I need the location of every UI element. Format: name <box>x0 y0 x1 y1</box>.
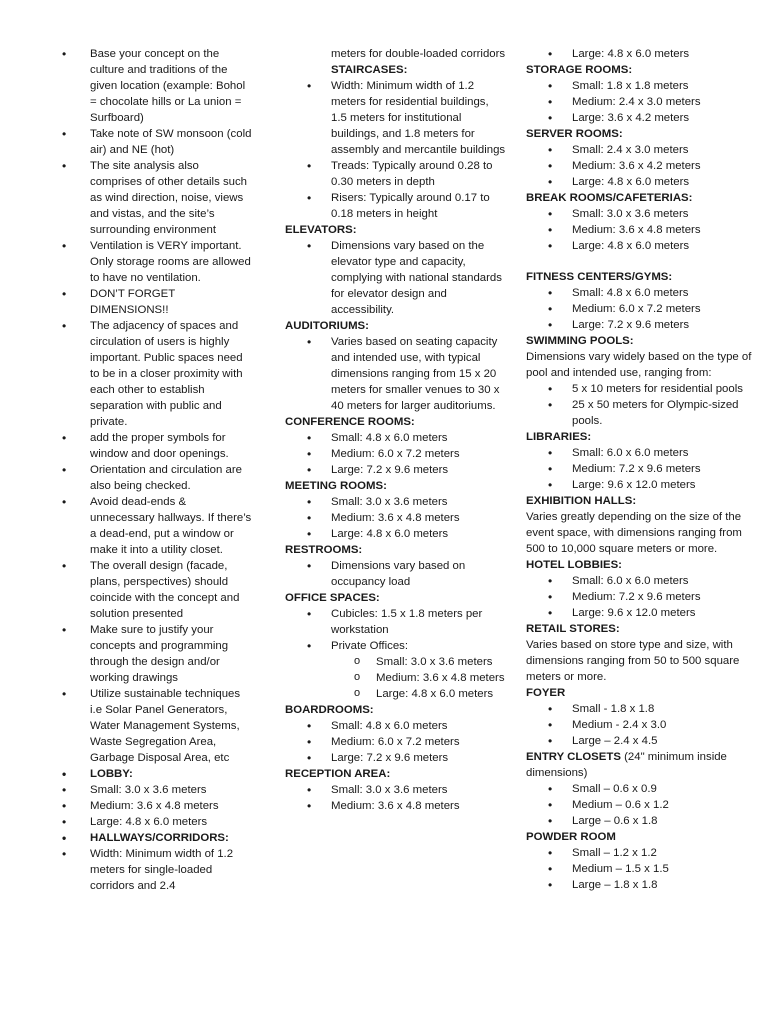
bullet-item: • Dimensions vary based on the elevator type and capacity, complying with national standards for elevator design and accessibility. <box>285 238 507 318</box>
bullet-item: • Large: 4.8 x 6.0 meters <box>526 46 752 62</box>
section-heading: LIBRARIES: <box>526 431 592 443</box>
bullet-item: • Medium: 3.6 x 4.8 meters <box>62 798 252 814</box>
bullet-item: • Orientation and circulation are also being checked. <box>62 462 252 494</box>
bullet-item: • Base your concept on the culture and traditions of the given location (example: Bohol = chocolate hills or La union = Surfboard) <box>62 46 252 126</box>
bullet-item: • Cubicles: 1.5 x 1.8 meters per workstation <box>285 606 507 638</box>
section-heading: RETAIL STORES: <box>526 623 620 635</box>
bullet-item: • Small: 3.0 x 3.6 meters <box>62 782 252 798</box>
column-3 <box>526 46 752 893</box>
bullet-item: • Avoid dead-ends & unnecessary hallways. If there’s a dead-end, put a window or make it into a utility closet. <box>62 494 252 558</box>
bullet-item: • Medium: 7.2 x 9.6 meters <box>526 461 752 477</box>
section-heading <box>526 749 752 765</box>
bullet-item: • The adjacency of spaces and circulation of users is highly important. Public spaces need to be in a closer proximity with each other to establish separation with public and private. <box>62 318 252 430</box>
bullet-item: • Medium: 3.6 x 4.8 meters <box>526 222 752 238</box>
bullet-item: • Medium: 7.2 x 9.6 meters <box>526 589 752 605</box>
bullet-item: • Treads: Typically around 0.28 to 0.30 meters in depth <box>285 158 507 190</box>
bullet-item: • Small – 0.6 x 0.9 <box>526 781 752 797</box>
section-heading: SWIMMING POOLS: <box>526 335 634 347</box>
bullet-heading: • LOBBY: <box>62 766 252 782</box>
bullet-item: • Make sure to justify your concepts and programming through the design and/or working drawings <box>62 622 252 686</box>
bullet-item: • Width: Minimum width of 1.2 meters for residential buildings, 1.5 meters for institutional buildings, and 1.8 meters for assembly and mercantile buildings <box>285 78 507 158</box>
bullet-item: • Small: 3.0 x 3.6 meters <box>526 206 752 222</box>
section-heading: BREAK ROOMS/CAFETERIAS: <box>526 192 693 204</box>
bullet-item: • The overall design (facade, plans, perspectives) should coincide with the concept and solution presented <box>62 558 252 622</box>
bullet-item: • Ventilation is VERY important. Only storage rooms are allowed to have no ventilation. <box>62 238 252 286</box>
section-heading: SERVER ROOMS: <box>526 128 623 140</box>
section-heading: ELEVATORS: <box>285 224 357 236</box>
sub-bullet-item: o Medium: 3.6 x 4.8 meters <box>285 670 507 686</box>
bullet-item: • Large – 1.8 x 1.8 <box>526 877 752 893</box>
bullet-item: • Medium - 2.4 x 3.0 <box>526 717 752 733</box>
bullet-item: • Small: 4.8 x 6.0 meters <box>285 718 507 734</box>
sub-bullet-item: o Large: 4.8 x 6.0 meters <box>285 686 507 702</box>
section-heading: STAIRCASES: <box>331 64 408 76</box>
bullet-item: • Width: Minimum width of 1.2 meters for single-loaded corridors and 2.4 <box>62 846 252 894</box>
paragraph: Varies greatly depending on the size of the event space, with dimensions ranging from 500 to 10,000 square meters or more. <box>526 511 742 555</box>
bullet-item: • Large: 7.2 x 9.6 meters <box>285 462 507 478</box>
section-heading: RESTROOMS: <box>285 544 363 556</box>
bullet-item: • Small: 4.8 x 6.0 meters <box>285 430 507 446</box>
heading-note: (24" minimum inside <box>620 751 727 763</box>
section-heading: FOYER <box>526 687 566 699</box>
section-heading: POWDER ROOM <box>526 831 616 843</box>
bullet-item: • Utilize sustainable techniques i.e Solar Panel Generators, Water Management Systems, Waste Segregation Area, Garbage Disposal Area, etc <box>62 686 252 766</box>
bullet-item: • 25 x 50 meters for Olympic-sized pools. <box>526 397 752 429</box>
paragraph: dimensions) <box>526 767 588 779</box>
bullet-item: • Medium: 6.0 x 7.2 meters <box>526 301 752 317</box>
bullet-item: • Large: 9.6 x 12.0 meters <box>526 477 752 493</box>
bullet-item: • add the proper symbols for window and door openings. <box>62 430 252 462</box>
bullet-item: • 5 x 10 meters for residential pools <box>526 381 752 397</box>
section-heading: AUDITORIUMS: <box>285 320 369 332</box>
bullet-item: • Small – 1.2 x 1.2 <box>526 845 752 861</box>
section-heading: STORAGE ROOMS: <box>526 64 633 76</box>
bullet-item: • Medium: 6.0 x 7.2 meters <box>285 446 507 462</box>
bullet-item: • Small: 6.0 x 6.0 meters <box>526 445 752 461</box>
paragraph: Dimensions vary widely based on the type of pool and intended use, ranging from: <box>526 351 752 379</box>
section-heading: FITNESS CENTERS/GYMS: <box>526 271 673 283</box>
bullet-item: • Medium: 3.6 x 4.8 meters <box>285 798 507 814</box>
bullet-item: • Large: 7.2 x 9.6 meters <box>285 750 507 766</box>
bullet-item: • Small: 1.8 x 1.8 meters <box>526 78 752 94</box>
bullet-heading: • HALLWAYS/CORRIDORS: <box>62 830 252 846</box>
bullet-item: • Large: 3.6 x 4.2 meters <box>526 110 752 126</box>
bullet-item: • DON’T FORGET DIMENSIONS!! <box>62 286 252 318</box>
section-heading: EXHIBITION HALLS: <box>526 495 637 507</box>
bullet-item: • Large: 4.8 x 6.0 meters <box>62 814 252 830</box>
section-heading: BOARDROOMS: <box>285 704 374 716</box>
bullet-item: • Small: 6.0 x 6.0 meters <box>526 573 752 589</box>
bullet-item: • Small: 3.0 x 3.6 meters <box>285 782 507 798</box>
bullet-item: • Varies based on seating capacity and intended use, with typical dimensions ranging from 15 x 20 meters for smaller venues to 30 x 40 meters for larger auditoriums. <box>285 334 507 414</box>
column-1 <box>62 46 252 894</box>
bullet-item: • Small: 4.8 x 6.0 meters <box>526 285 752 301</box>
section-heading: MEETING ROOMS: <box>285 480 387 492</box>
section-heading: RECEPTION AREA: <box>285 768 391 780</box>
bullet-item: • Medium: 2.4 x 3.0 meters <box>526 94 752 110</box>
paragraph: Varies based on store type and size, with dimensions ranging from 50 to 500 square meters or more. <box>526 639 740 683</box>
section-heading: HOTEL LOBBIES: <box>526 559 622 571</box>
section-heading: OFFICE SPACES: <box>285 592 380 604</box>
bullet-item: • Risers: Typically around 0.17 to 0.18 meters in height <box>285 190 507 222</box>
column-2 <box>285 46 507 814</box>
bullet-item: • Medium: 3.6 x 4.8 meters <box>285 510 507 526</box>
bullet-item: • Medium: 3.6 x 4.2 meters <box>526 158 752 174</box>
bullet-item: • Small - 1.8 x 1.8 <box>526 701 752 717</box>
bullet-item: • Medium – 1.5 x 1.5 <box>526 861 752 877</box>
bullet-item: • Medium – 0.6 x 1.2 <box>526 797 752 813</box>
bullet-item: • Large: 7.2 x 9.6 meters <box>526 317 752 333</box>
bullet-item: • Large – 0.6 x 1.8 <box>526 813 752 829</box>
bullet-item: • Large: 9.6 x 12.0 meters <box>526 605 752 621</box>
bullet-item: • Take note of SW monsoon (cold air) and NE (hot) <box>62 126 252 158</box>
sub-bullet-item: o Small: 3.0 x 3.6 meters <box>285 654 507 670</box>
bullet-item: • Small: 2.4 x 3.0 meters <box>526 142 752 158</box>
bullet-item: • Private Offices: <box>285 638 507 654</box>
section-heading: CONFERENCE ROOMS: <box>285 416 415 428</box>
bullet-item: • Large: 4.8 x 6.0 meters <box>285 526 507 542</box>
bullet-item: • Large: 4.8 x 6.0 meters <box>526 238 752 254</box>
bullet-item: • Large – 2.4 x 4.5 <box>526 733 752 749</box>
spacer <box>526 254 752 269</box>
bullet-item: • Large: 4.8 x 6.0 meters <box>526 174 752 190</box>
bullet-item: • Small: 3.0 x 3.6 meters <box>285 494 507 510</box>
paragraph: meters for double-loaded corridors <box>331 48 506 60</box>
bullet-item: • Medium: 6.0 x 7.2 meters <box>285 734 507 750</box>
bullet-item: • The site analysis also comprises of other details such as wind direction, noise, views and vistas, and the site’s surrounding environment <box>62 158 252 238</box>
heading-bold-part: ENTRY CLOSETS <box>526 751 621 763</box>
bullet-item: • Dimensions vary based on occupancy load <box>285 558 507 590</box>
